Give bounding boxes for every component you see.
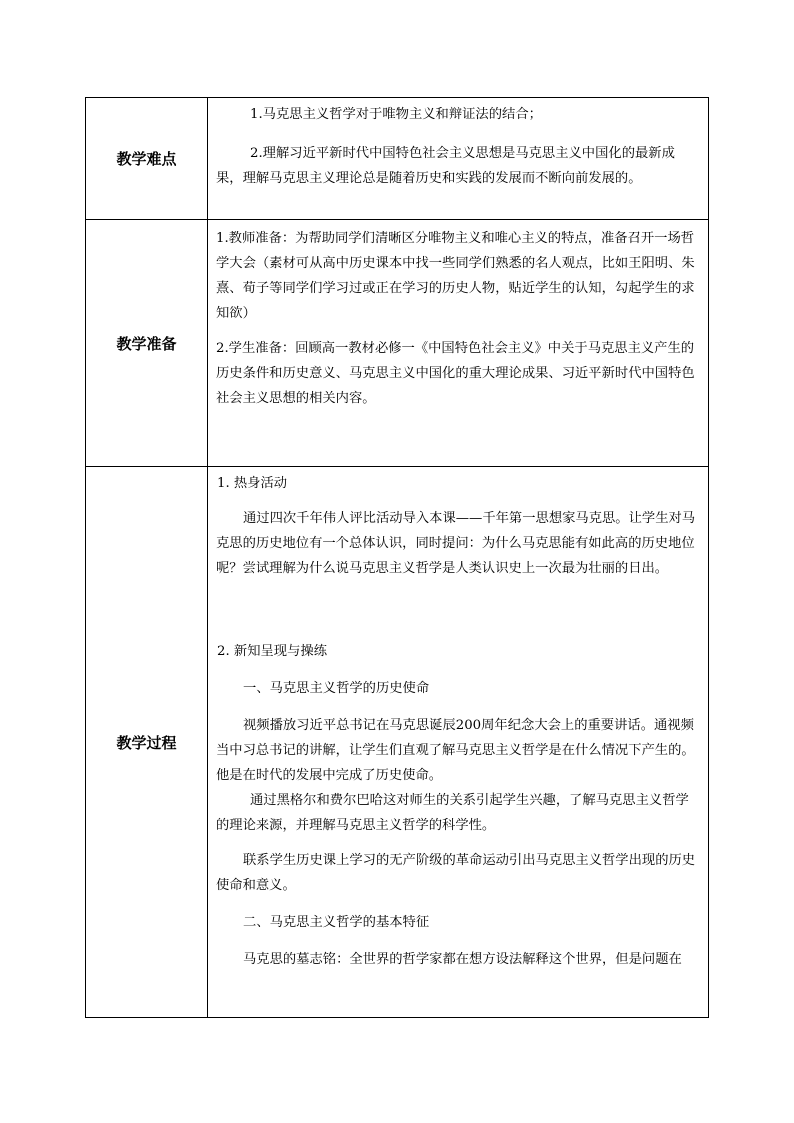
subsection-heading: 二、马克思主义哲学的基本特征: [243, 915, 430, 930]
row-label: 教学过程: [86, 467, 208, 1017]
paragraph: 2.理解习近平新时代中国特色社会主义思想是马克思主义中国化的最新成果，理解马克思主义理论总是随着历史和实践的发展而不断向前发展的。: [216, 146, 675, 186]
lesson-plan-table: [85, 97, 709, 1018]
paragraph: 通过四次千年伟人评比活动导入本课——千年第一思想家马克思。让学生对马克思的历史地位有一个总体认识，同时提问：为什么马克思能有如此高的历史地位呢？尝试理解为什么说马克思主义哲学是人类认识史上一次最为壮丽的日出。: [216, 511, 696, 576]
paragraph: 通过黑格尔和费尔巴哈这对师生的关系引起学生兴趣，了解马克思主义哲学的理论来源，并理解马克思主义哲学的科学性。: [216, 793, 689, 833]
section-heading: 2. 新知呈现与操练: [217, 644, 327, 659]
paragraph: 马克思的墓志铭：全世界的哲学家都在想方设法解释这个世界，但是问题在: [243, 952, 682, 967]
paragraph: 1.教师准备：为帮助同学们清晰区分唯物主义和唯心主义的特点，准备召开一场哲学大会（素材可从高中历史课本中找一些同学们熟悉的名人观点，比如王阳明、朱熹、荀子等同学们学习过或正在学习的历史人物，贴近学生的认知，勾起学生的求知欲）: [216, 231, 695, 321]
row-label: 教学难点: [86, 98, 208, 219]
paragraph: 1.马克思主义哲学对于唯物主义和辩证法的结合；: [250, 107, 542, 122]
section-heading: 1. 热身活动: [217, 476, 288, 491]
row-teaching-preparation: [86, 220, 708, 467]
row-content: [208, 467, 708, 1017]
subsection-heading: 一、马克思主义哲学的历史使命: [243, 681, 430, 696]
row-teaching-difficulty: [86, 98, 708, 220]
paragraph: 视频播放习近平总书记在马克思诞辰200周年纪念大会上的重要讲话。通视频当中习总书记的讲解，让学生们直观了解马克思主义哲学是在什么情况下产生的。他是在时代的发展中完成了历史使命。: [216, 718, 695, 783]
paragraph: 2.学生准备：回顾高一教材必修一《中国特色社会主义》中关于马克思主义产生的历史条件和历史意义、马克思主义中国化的重大理论成果、习近平新时代中国特色社会主义思想的相关内容。: [216, 341, 695, 406]
paragraph: 联系学生历史课上学习的无产阶级的革命运动引出马克思主义哲学出现的历史使命和意义。: [216, 853, 696, 893]
row-content: [208, 220, 708, 466]
row-label: 教学准备: [86, 220, 208, 466]
row-teaching-process: [86, 467, 708, 1017]
row-content: [208, 98, 708, 219]
